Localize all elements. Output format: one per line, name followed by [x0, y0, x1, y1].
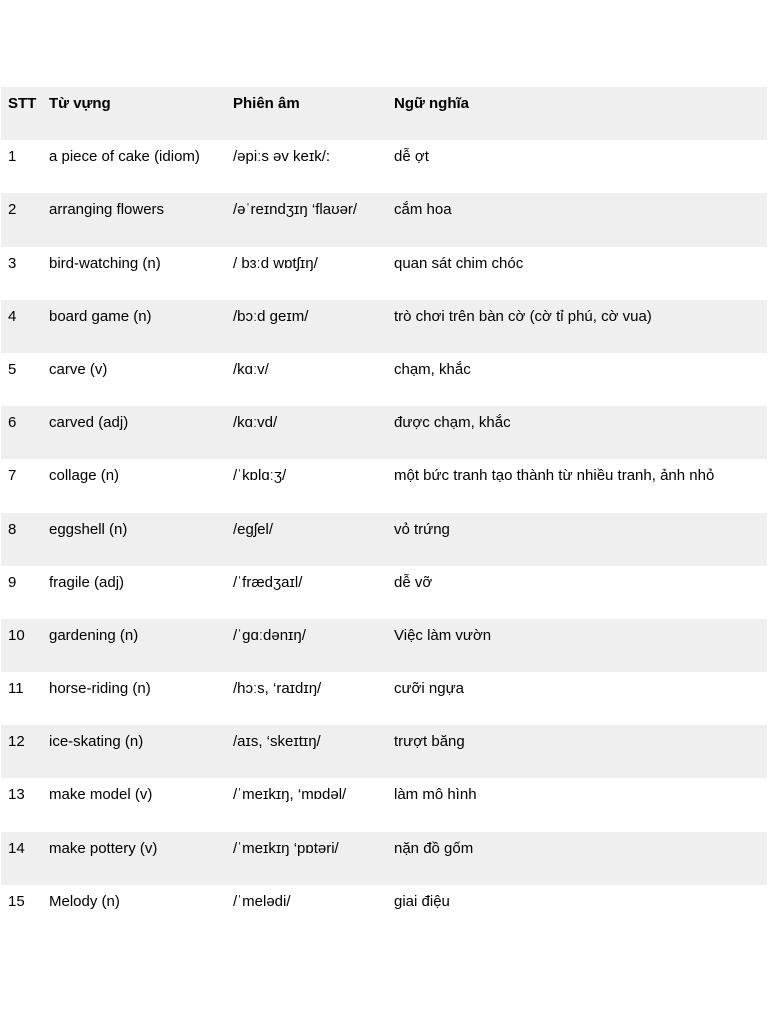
table-row	[1, 300, 767, 353]
header-meaning: Ngữ nghĩa	[394, 95, 470, 112]
table-row	[1, 513, 767, 566]
row-phonetic: /əpiːs əv keɪk/:	[233, 148, 331, 166]
row-word: gardening (n)	[49, 626, 139, 644]
table-row	[1, 832, 767, 885]
table-row	[1, 193, 767, 246]
row-meaning: vỏ trứng	[394, 520, 450, 538]
row-phonetic: /ˈfrædʒaɪl/	[233, 573, 303, 591]
row-phonetic: / bɜːd wɒtʃɪŋ/	[233, 254, 318, 272]
row-word: Melody (n)	[49, 892, 120, 910]
row-word: make model (v)	[49, 786, 153, 804]
row-word: fragile (adj)	[49, 573, 125, 591]
row-word: collage (n)	[49, 467, 120, 485]
table-row	[1, 619, 767, 672]
header-word: Từ vựng	[49, 95, 111, 112]
row-stt: 2	[8, 201, 17, 219]
row-phonetic: /ˈmeɪkɪŋ ‘pɒtəri/	[233, 839, 339, 857]
table-row	[1, 140, 767, 193]
row-meaning: trượt băng	[394, 733, 465, 751]
row-meaning: Việc làm vườn	[394, 626, 492, 644]
row-word: make pottery (v)	[49, 839, 158, 857]
row-stt: 10	[8, 626, 25, 644]
row-phonetic: /kɑːvd/	[233, 414, 278, 432]
row-phonetic: /əˈreɪndʒɪŋ ‘flaʊər/	[233, 201, 358, 219]
row-stt: 3	[8, 254, 17, 272]
row-word: eggshell (n)	[49, 520, 128, 538]
row-stt: 12	[8, 733, 25, 751]
row-word: carved (adj)	[49, 414, 129, 432]
header-stt: STT	[8, 95, 37, 112]
table-row	[1, 459, 767, 512]
row-meaning: trò chơi trên bàn cờ (cờ tỉ phú, cờ vua)	[394, 307, 652, 325]
row-meaning: một bức tranh tạo thành từ nhiều tranh, ảnh nhỏ	[394, 467, 715, 485]
row-phonetic: /ˈgɑːdənɪŋ/	[233, 626, 306, 644]
row-meaning: cắm hoa	[394, 201, 452, 219]
row-stt: 6	[8, 414, 17, 432]
row-word: a piece of cake (idiom)	[49, 148, 200, 166]
row-stt: 7	[8, 467, 17, 485]
row-phonetic: /hɔːs, ‘raɪdɪŋ/	[233, 680, 322, 698]
row-phonetic: /ˈmelədi/	[233, 892, 291, 910]
row-meaning: quan sát chim chóc	[394, 254, 524, 272]
row-stt: 14	[8, 839, 25, 857]
row-word: horse-riding (n)	[49, 680, 151, 698]
row-meaning: chạm, khắc	[394, 360, 471, 378]
table-header-row	[1, 87, 767, 140]
table-row	[1, 353, 767, 406]
table-row	[1, 672, 767, 725]
row-phonetic: /bɔːd geɪm/	[233, 307, 309, 325]
row-stt: 9	[8, 573, 17, 591]
table-row	[1, 725, 767, 778]
row-stt: 4	[8, 307, 17, 325]
row-meaning: giai điệu	[394, 892, 450, 910]
row-meaning: nặn đồ gốm	[394, 839, 474, 857]
header-phonetic: Phiên âm	[233, 95, 300, 112]
row-stt: 13	[8, 786, 25, 804]
row-meaning: dễ ợt	[394, 148, 429, 166]
row-phonetic: /egʃel/	[233, 520, 274, 538]
table-row	[1, 247, 767, 300]
row-word: board game (n)	[49, 307, 152, 325]
row-word: bird-watching (n)	[49, 254, 161, 272]
row-stt: 8	[8, 520, 17, 538]
table-row	[1, 778, 767, 831]
row-phonetic: /ˈkɒlɑːʒ/	[233, 467, 287, 485]
row-meaning: được chạm, khắc	[394, 414, 511, 432]
row-meaning: cưỡi ngựa	[394, 680, 464, 698]
vocabulary-table	[1, 87, 767, 938]
row-meaning: dễ vỡ	[394, 573, 433, 591]
table-row	[1, 566, 767, 619]
row-stt: 1	[8, 148, 17, 166]
row-stt: 5	[8, 360, 17, 378]
table-row	[1, 406, 767, 459]
row-stt: 15	[8, 892, 25, 910]
row-phonetic: /aɪs, ‘skeɪtɪŋ/	[233, 733, 321, 751]
row-phonetic: /kɑːv/	[233, 360, 269, 378]
row-word: carve (v)	[49, 360, 108, 378]
row-word: ice-skating (n)	[49, 733, 144, 751]
row-stt: 11	[8, 680, 24, 698]
table-row	[1, 885, 767, 938]
row-word: arranging flowers	[49, 201, 165, 219]
table-body	[1, 140, 767, 938]
row-meaning: làm mô hình	[394, 786, 477, 804]
row-phonetic: /ˈmeɪkɪŋ, ‘mɒdəl/	[233, 786, 347, 804]
